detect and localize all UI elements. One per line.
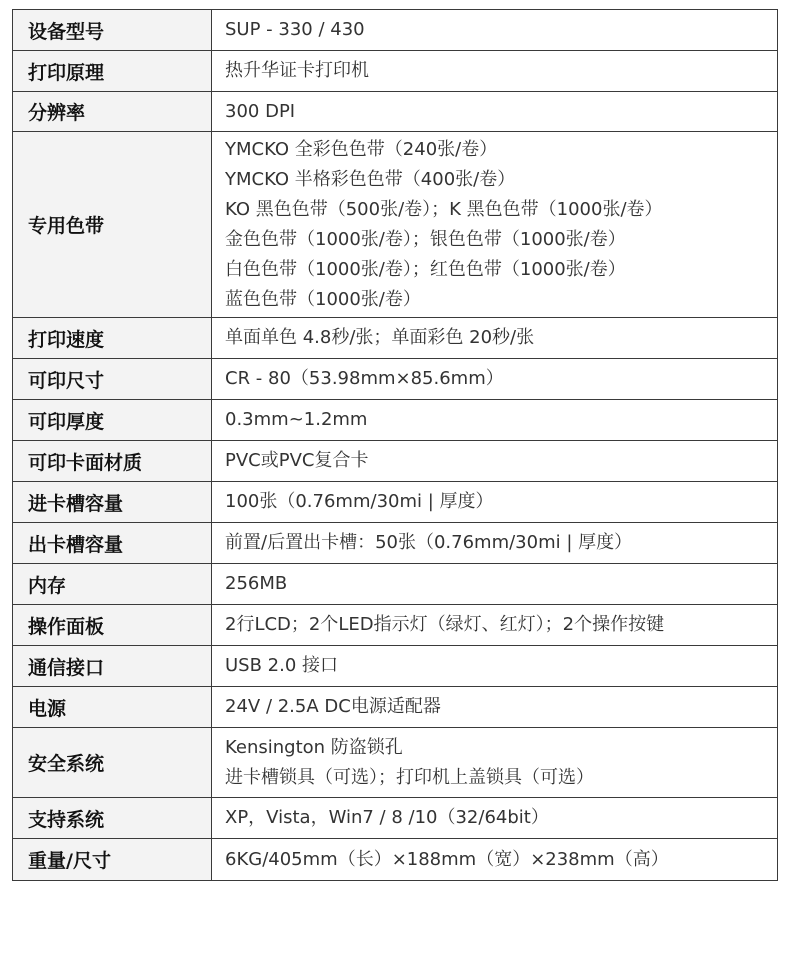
spec-label: 打印原理 [13, 51, 212, 92]
spec-row [13, 798, 778, 839]
spec-value [212, 564, 778, 605]
spec-value [212, 441, 778, 482]
spec-label: 专用色带 [13, 132, 212, 318]
spec-table [12, 9, 778, 881]
spec-table-body [13, 10, 778, 881]
spec-value-line: KO 黑色色带（500张/卷）；K 黑色色带（1000张/卷） [225, 198, 663, 220]
spec-value-line: XP，Vista，Win7 / 8 /10（32/64bit） [225, 807, 549, 828]
spec-value-line: 蓝色色带（1000张/卷） [225, 288, 421, 310]
spec-value [212, 10, 778, 51]
spec-row [13, 646, 778, 687]
spec-value [212, 646, 778, 687]
spec-value-line: YMCKO 半格彩色色带（400张/卷） [225, 168, 516, 190]
spec-label: 重量/尺寸 [13, 839, 212, 881]
spec-label: 打印速度 [13, 318, 212, 359]
spec-label: 可印厚度 [13, 400, 212, 441]
spec-label: 内存 [13, 564, 212, 605]
spec-value-line: 0.3mm~1.2mm [225, 409, 368, 430]
spec-row [13, 10, 778, 51]
spec-value [212, 605, 778, 646]
spec-value [212, 318, 778, 359]
spec-value-line: 24V / 2.5A DC电源适配器 [225, 696, 441, 717]
spec-row [13, 687, 778, 728]
spec-value-line: 300 DPI [225, 100, 296, 122]
spec-label: 操作面板 [13, 605, 212, 646]
spec-value [212, 92, 778, 132]
spec-row [13, 728, 778, 798]
spec-label: 支持系统 [13, 798, 212, 839]
spec-value-line: PVC或PVC复合卡 [225, 450, 369, 471]
spec-row [13, 564, 778, 605]
spec-label: 通信接口 [13, 646, 212, 687]
spec-label: 电源 [13, 687, 212, 728]
spec-value-line: YMCKO 全彩色色带（240张/卷） [225, 138, 498, 160]
spec-value-line: Kensington 防盗锁孔 [225, 736, 403, 758]
spec-label: 可印卡面材质 [13, 441, 212, 482]
spec-label: 分辨率 [13, 92, 212, 132]
spec-label: 安全系统 [13, 728, 212, 798]
spec-value-line: 金色色带（1000张/卷）；银色色带（1000张/卷） [225, 228, 626, 250]
spec-label: 设备型号 [13, 10, 212, 51]
spec-value-line: 前置/后置出卡槽：50张（0.76mm/30mi | 厚度） [225, 532, 633, 553]
spec-value [212, 523, 778, 564]
spec-row [13, 482, 778, 523]
spec-value-line: CR - 80（53.98mm×85.6mm） [225, 368, 504, 389]
spec-row [13, 441, 778, 482]
spec-row [13, 523, 778, 564]
spec-value [212, 687, 778, 728]
spec-value-line: 白色色带（1000张/卷）；红色色带（1000张/卷） [225, 258, 626, 280]
spec-row [13, 92, 778, 132]
spec-value-line: 2行LCD；2个LED指示灯（绿灯、红灯）；2个操作按键 [225, 614, 665, 635]
spec-label: 可印尺寸 [13, 359, 212, 400]
spec-row [13, 605, 778, 646]
spec-value-line: 热升华证卡打印机 [225, 60, 369, 81]
spec-value-line: SUP - 330 / 430 [225, 19, 365, 40]
spec-value [212, 798, 778, 839]
spec-value-line: 256MB [225, 573, 288, 594]
spec-value [212, 482, 778, 523]
spec-value-line: 单面单色 4.8秒/张；单面彩色 20秒/张 [225, 327, 535, 348]
spec-value-line: 进卡槽锁具（可选）；打印机上盖锁具（可选） [225, 766, 594, 788]
spec-row [13, 318, 778, 359]
spec-row [13, 400, 778, 441]
spec-row [13, 839, 778, 881]
spec-row [13, 132, 778, 318]
spec-label: 出卡槽容量 [13, 523, 212, 564]
spec-label: 进卡槽容量 [13, 482, 212, 523]
spec-value [212, 400, 778, 441]
spec-value [212, 728, 778, 798]
spec-row [13, 359, 778, 400]
spec-value-line: USB 2.0 接口 [225, 655, 339, 676]
spec-value [212, 132, 778, 318]
spec-value-line: 100张（0.76mm/30mi | 厚度） [225, 491, 494, 512]
spec-value [212, 51, 778, 92]
spec-value [212, 359, 778, 400]
spec-row [13, 51, 778, 92]
spec-value-line: 6KG/405mm（长）×188mm（宽）×238mm（高） [225, 848, 669, 870]
spec-value [212, 839, 778, 881]
